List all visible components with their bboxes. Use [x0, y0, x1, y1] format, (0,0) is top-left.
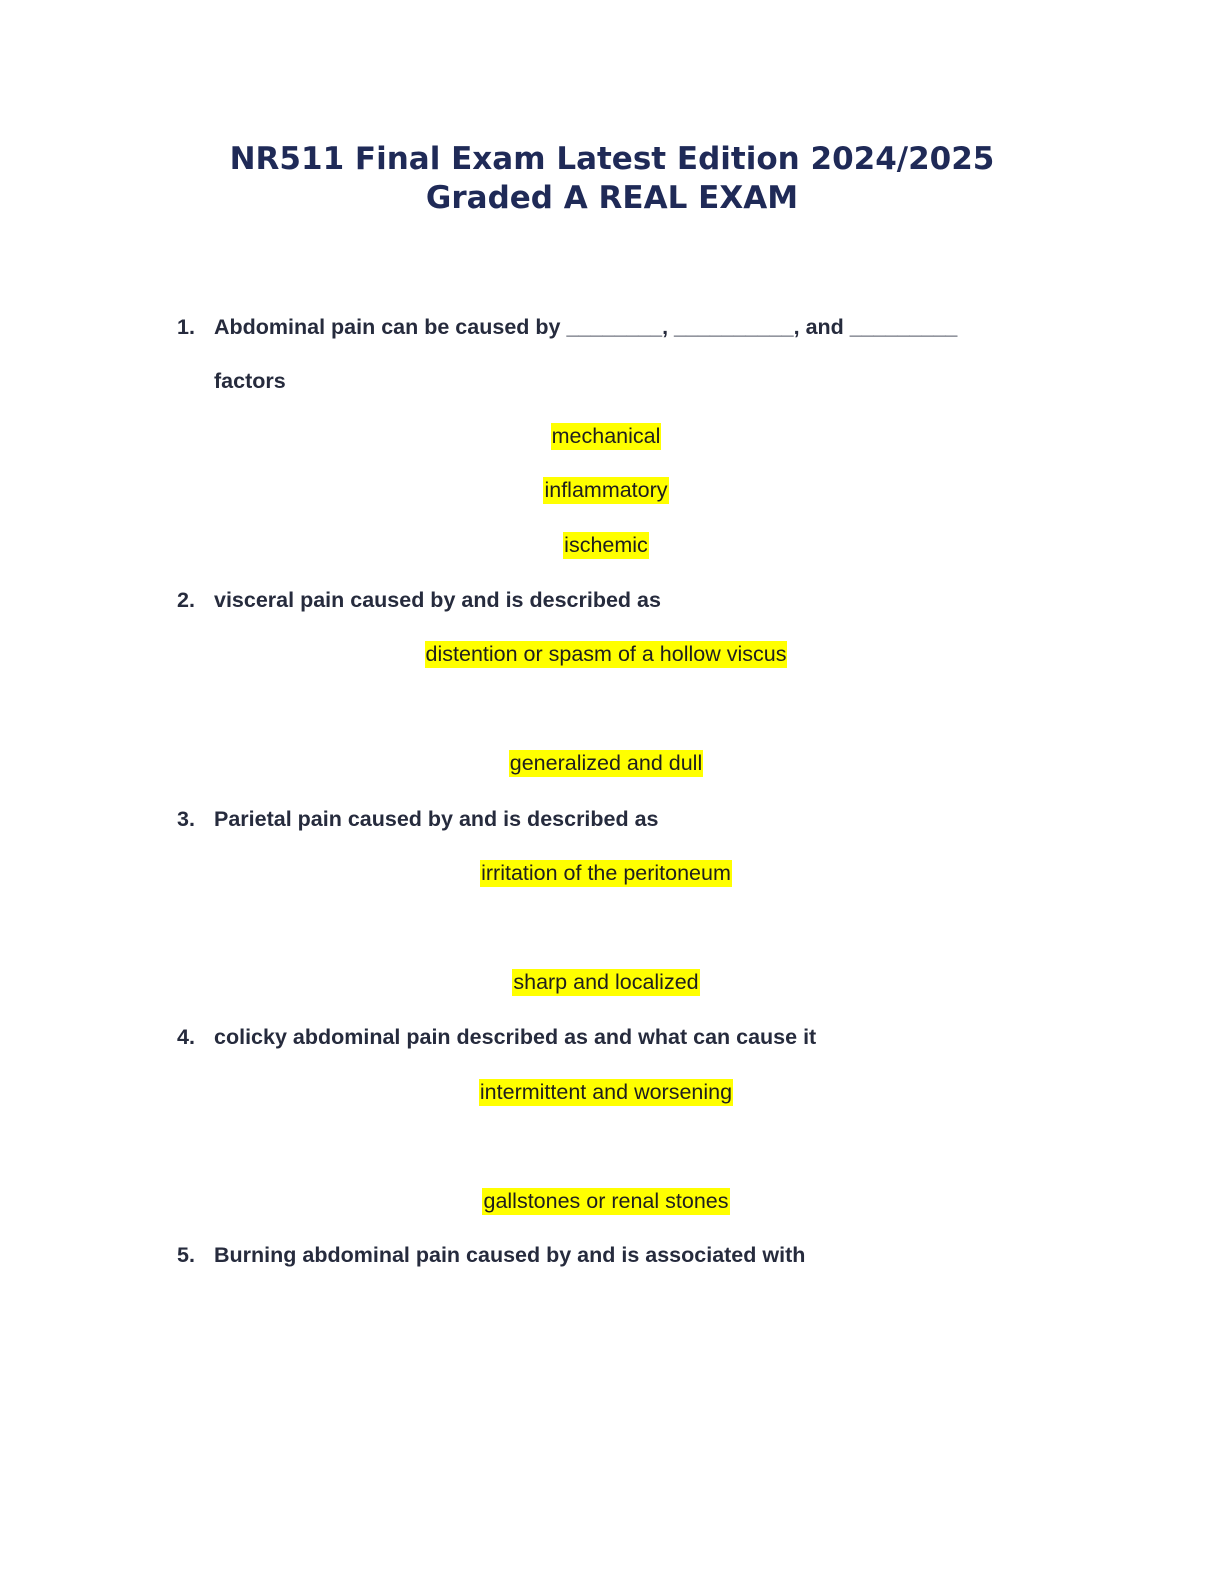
answer-highlight: mechanical	[551, 424, 661, 448]
question-text: colicky abdominal pain described as and what can cause it	[214, 1025, 817, 1049]
question-number: 4.	[177, 1025, 195, 1049]
title-line-1: NR511 Final Exam Latest Edition 2024/2025	[229, 141, 995, 177]
answer-highlight: irritation of the peritoneum	[481, 861, 731, 885]
title-line-2: Graded A REAL EXAM	[425, 180, 799, 216]
question-text: Abdominal pain can be caused by ________, __________, and _________	[214, 315, 958, 339]
question-text: Burning abdominal pain caused by and is associated with	[214, 1243, 806, 1267]
question-text: Parietal pain caused by and is described as	[214, 807, 659, 831]
question-1-continuation: factors	[214, 369, 286, 393]
answer-highlight: generalized and dull	[509, 751, 703, 775]
answer-highlight: ischemic	[564, 533, 648, 557]
answer-highlight: distention or spasm of a hollow viscus	[425, 642, 787, 666]
answer-highlight: gallstones or renal stones	[483, 1189, 729, 1213]
question-number: 2.	[177, 588, 195, 612]
question-text: visceral pain caused by and is described as	[214, 588, 661, 612]
question-number: 5.	[177, 1243, 195, 1267]
answer-highlight: sharp and localized	[513, 970, 699, 994]
answer-highlight: intermittent and worsening	[479, 1080, 733, 1104]
question-number: 1.	[177, 315, 195, 339]
document-title	[0, 140, 1224, 218]
question-number: 3.	[177, 807, 195, 831]
answer-highlight: inflammatory	[544, 478, 668, 502]
